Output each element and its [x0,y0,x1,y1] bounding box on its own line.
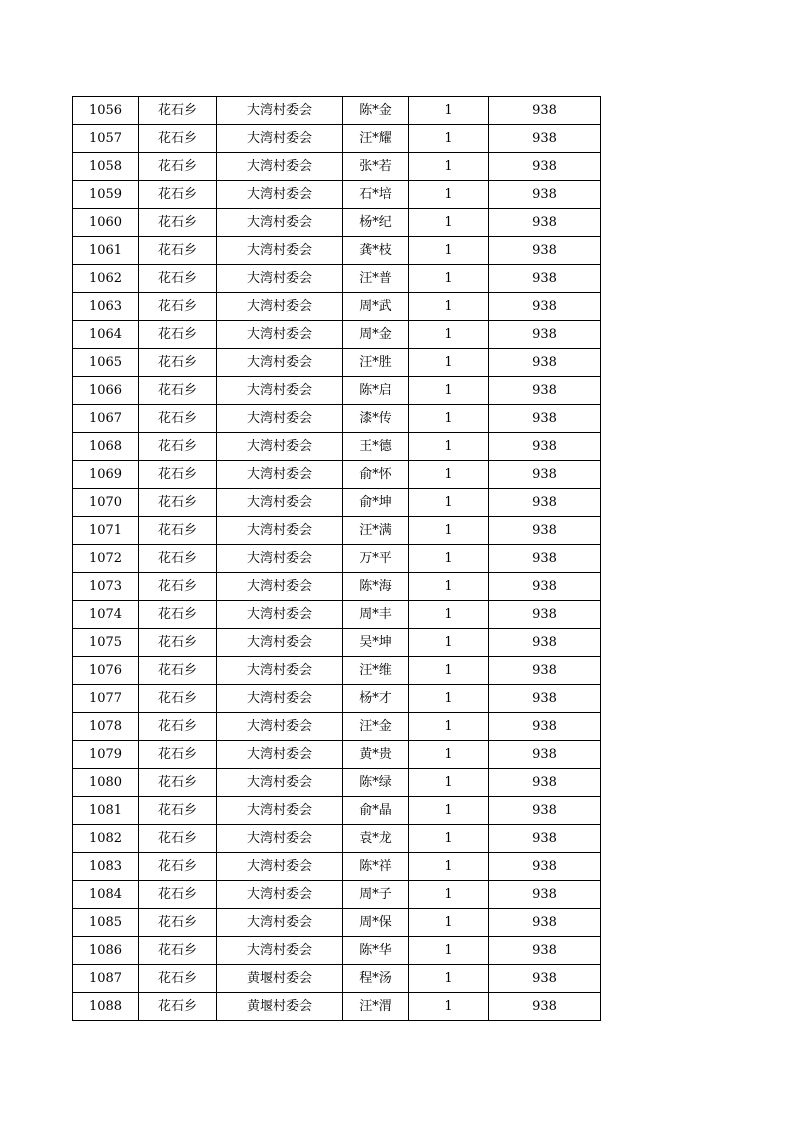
person-name-cell: 龚*枝 [343,237,409,265]
table-row [73,769,601,797]
table-row [73,293,601,321]
row-number-cell: 1071 [73,517,139,545]
count-cell: 1 [409,601,489,629]
village-committee-cell: 大湾村委会 [217,769,343,797]
table-row [73,209,601,237]
table-row [73,713,601,741]
amount-cell: 938 [489,797,601,825]
village-committee-cell: 大湾村委会 [217,517,343,545]
table-row [73,181,601,209]
table-row [73,881,601,909]
count-cell: 1 [409,825,489,853]
person-name-cell: 黄*贵 [343,741,409,769]
row-number-cell: 1070 [73,489,139,517]
person-name-cell: 漆*传 [343,405,409,433]
amount-cell: 938 [489,573,601,601]
table-row [73,937,601,965]
township-cell: 花石乡 [139,405,217,433]
person-name-cell: 汪*渭 [343,993,409,1021]
table-row [73,993,601,1021]
count-cell: 1 [409,125,489,153]
township-cell: 花石乡 [139,685,217,713]
row-number-cell: 1080 [73,769,139,797]
village-committee-cell: 大湾村委会 [217,657,343,685]
township-cell: 花石乡 [139,993,217,1021]
row-number-cell: 1081 [73,797,139,825]
row-number-cell: 1087 [73,965,139,993]
person-name-cell: 汪*满 [343,517,409,545]
township-cell: 花石乡 [139,937,217,965]
table-row [73,545,601,573]
village-committee-cell: 大湾村委会 [217,321,343,349]
township-cell: 花石乡 [139,181,217,209]
person-name-cell: 陈*金 [343,97,409,125]
village-committee-cell: 大湾村委会 [217,713,343,741]
village-committee-cell: 大湾村委会 [217,881,343,909]
village-committee-cell: 大湾村委会 [217,349,343,377]
person-name-cell: 杨*纪 [343,209,409,237]
table-row [73,97,601,125]
row-number-cell: 1063 [73,293,139,321]
amount-cell: 938 [489,741,601,769]
row-number-cell: 1083 [73,853,139,881]
table-body [73,97,601,1021]
village-committee-cell: 大湾村委会 [217,265,343,293]
person-name-cell: 汪*胜 [343,349,409,377]
count-cell: 1 [409,97,489,125]
row-number-cell: 1069 [73,461,139,489]
row-number-cell: 1057 [73,125,139,153]
amount-cell: 938 [489,909,601,937]
person-name-cell: 周*子 [343,881,409,909]
person-name-cell: 陈*华 [343,937,409,965]
person-name-cell: 俞*怀 [343,461,409,489]
township-cell: 花石乡 [139,209,217,237]
row-number-cell: 1067 [73,405,139,433]
count-cell: 1 [409,769,489,797]
table-row [73,405,601,433]
table-row [73,965,601,993]
amount-cell: 938 [489,825,601,853]
amount-cell: 938 [489,293,601,321]
village-committee-cell: 大湾村委会 [217,573,343,601]
person-name-cell: 汪*耀 [343,125,409,153]
township-cell: 花石乡 [139,601,217,629]
count-cell: 1 [409,489,489,517]
township-cell: 花石乡 [139,517,217,545]
township-cell: 花石乡 [139,125,217,153]
township-cell: 花石乡 [139,713,217,741]
table-row [73,377,601,405]
count-cell: 1 [409,993,489,1021]
township-cell: 花石乡 [139,97,217,125]
count-cell: 1 [409,433,489,461]
table-row [73,517,601,545]
township-cell: 花石乡 [139,741,217,769]
township-cell: 花石乡 [139,153,217,181]
village-committee-cell: 黄堰村委会 [217,993,343,1021]
village-committee-cell: 大湾村委会 [217,97,343,125]
count-cell: 1 [409,965,489,993]
village-committee-cell: 大湾村委会 [217,433,343,461]
count-cell: 1 [409,181,489,209]
person-name-cell: 陈*绿 [343,769,409,797]
person-name-cell: 周*丰 [343,601,409,629]
person-name-cell: 石*培 [343,181,409,209]
township-cell: 花石乡 [139,965,217,993]
township-cell: 花石乡 [139,377,217,405]
person-name-cell: 俞*坤 [343,489,409,517]
person-name-cell: 汪*维 [343,657,409,685]
count-cell: 1 [409,629,489,657]
row-number-cell: 1088 [73,993,139,1021]
count-cell: 1 [409,349,489,377]
person-name-cell: 周*金 [343,321,409,349]
count-cell: 1 [409,937,489,965]
township-cell: 花石乡 [139,265,217,293]
village-committee-cell: 大湾村委会 [217,377,343,405]
row-number-cell: 1061 [73,237,139,265]
amount-cell: 938 [489,657,601,685]
village-committee-cell: 大湾村委会 [217,293,343,321]
township-cell: 花石乡 [139,657,217,685]
amount-cell: 938 [489,265,601,293]
count-cell: 1 [409,321,489,349]
row-number-cell: 1062 [73,265,139,293]
table-row [73,657,601,685]
village-committee-cell: 大湾村委会 [217,125,343,153]
table-row [73,685,601,713]
count-cell: 1 [409,545,489,573]
row-number-cell: 1074 [73,601,139,629]
village-committee-cell: 大湾村委会 [217,937,343,965]
row-number-cell: 1082 [73,825,139,853]
row-number-cell: 1086 [73,937,139,965]
person-name-cell: 袁*龙 [343,825,409,853]
amount-cell: 938 [489,377,601,405]
amount-cell: 938 [489,965,601,993]
township-cell: 花石乡 [139,573,217,601]
row-number-cell: 1078 [73,713,139,741]
amount-cell: 938 [489,993,601,1021]
count-cell: 1 [409,685,489,713]
table-row [73,349,601,377]
table-row [73,237,601,265]
township-cell: 花石乡 [139,825,217,853]
person-name-cell: 程*汤 [343,965,409,993]
person-name-cell: 陈*海 [343,573,409,601]
person-name-cell: 汪*普 [343,265,409,293]
village-committee-cell: 大湾村委会 [217,853,343,881]
person-name-cell: 王*德 [343,433,409,461]
count-cell: 1 [409,713,489,741]
village-committee-cell: 大湾村委会 [217,489,343,517]
amount-cell: 938 [489,517,601,545]
person-name-cell: 杨*才 [343,685,409,713]
table-row [73,573,601,601]
township-cell: 花石乡 [139,909,217,937]
person-name-cell: 汪*金 [343,713,409,741]
township-cell: 花石乡 [139,237,217,265]
amount-cell: 938 [489,769,601,797]
township-cell: 花石乡 [139,489,217,517]
village-committee-cell: 大湾村委会 [217,237,343,265]
count-cell: 1 [409,265,489,293]
person-name-cell: 俞*晶 [343,797,409,825]
amount-cell: 938 [489,349,601,377]
count-cell: 1 [409,237,489,265]
village-committee-cell: 大湾村委会 [217,181,343,209]
township-cell: 花石乡 [139,293,217,321]
row-number-cell: 1058 [73,153,139,181]
table-row [73,265,601,293]
person-name-cell: 陈*祥 [343,853,409,881]
row-number-cell: 1059 [73,181,139,209]
village-committee-cell: 大湾村委会 [217,209,343,237]
data-table [72,96,601,1021]
amount-cell: 938 [489,629,601,657]
row-number-cell: 1056 [73,97,139,125]
amount-cell: 938 [489,433,601,461]
amount-cell: 938 [489,125,601,153]
count-cell: 1 [409,209,489,237]
person-name-cell: 陈*启 [343,377,409,405]
village-committee-cell: 大湾村委会 [217,153,343,181]
amount-cell: 938 [489,545,601,573]
count-cell: 1 [409,293,489,321]
township-cell: 花石乡 [139,853,217,881]
amount-cell: 938 [489,237,601,265]
village-committee-cell: 大湾村委会 [217,741,343,769]
amount-cell: 938 [489,881,601,909]
table-row [73,741,601,769]
village-committee-cell: 黄堰村委会 [217,965,343,993]
village-committee-cell: 大湾村委会 [217,909,343,937]
count-cell: 1 [409,909,489,937]
row-number-cell: 1085 [73,909,139,937]
count-cell: 1 [409,797,489,825]
count-cell: 1 [409,377,489,405]
person-name-cell: 周*武 [343,293,409,321]
table-row [73,909,601,937]
township-cell: 花石乡 [139,629,217,657]
township-cell: 花石乡 [139,545,217,573]
row-number-cell: 1064 [73,321,139,349]
amount-cell: 938 [489,153,601,181]
count-cell: 1 [409,853,489,881]
row-number-cell: 1060 [73,209,139,237]
person-name-cell: 万*平 [343,545,409,573]
table-row [73,433,601,461]
row-number-cell: 1084 [73,881,139,909]
row-number-cell: 1068 [73,433,139,461]
person-name-cell: 张*若 [343,153,409,181]
village-committee-cell: 大湾村委会 [217,825,343,853]
row-number-cell: 1066 [73,377,139,405]
village-committee-cell: 大湾村委会 [217,797,343,825]
count-cell: 1 [409,517,489,545]
amount-cell: 938 [489,461,601,489]
table-row [73,853,601,881]
table-row [73,461,601,489]
township-cell: 花石乡 [139,797,217,825]
count-cell: 1 [409,405,489,433]
township-cell: 花石乡 [139,349,217,377]
amount-cell: 938 [489,489,601,517]
township-cell: 花石乡 [139,461,217,489]
amount-cell: 938 [489,685,601,713]
row-number-cell: 1077 [73,685,139,713]
village-committee-cell: 大湾村委会 [217,545,343,573]
township-cell: 花石乡 [139,433,217,461]
table-row [73,601,601,629]
person-name-cell: 周*保 [343,909,409,937]
row-number-cell: 1065 [73,349,139,377]
amount-cell: 938 [489,181,601,209]
count-cell: 1 [409,657,489,685]
village-committee-cell: 大湾村委会 [217,685,343,713]
table-row [73,125,601,153]
row-number-cell: 1079 [73,741,139,769]
amount-cell: 938 [489,321,601,349]
table-row [73,489,601,517]
amount-cell: 938 [489,97,601,125]
count-cell: 1 [409,153,489,181]
row-number-cell: 1073 [73,573,139,601]
amount-cell: 938 [489,405,601,433]
row-number-cell: 1076 [73,657,139,685]
amount-cell: 938 [489,209,601,237]
village-committee-cell: 大湾村委会 [217,461,343,489]
count-cell: 1 [409,741,489,769]
village-committee-cell: 大湾村委会 [217,601,343,629]
row-number-cell: 1075 [73,629,139,657]
count-cell: 1 [409,573,489,601]
village-committee-cell: 大湾村委会 [217,629,343,657]
table-row [73,797,601,825]
table-row [73,321,601,349]
count-cell: 1 [409,881,489,909]
table-row [73,825,601,853]
amount-cell: 938 [489,601,601,629]
village-committee-cell: 大湾村委会 [217,405,343,433]
person-name-cell: 吴*坤 [343,629,409,657]
township-cell: 花石乡 [139,881,217,909]
amount-cell: 938 [489,937,601,965]
amount-cell: 938 [489,853,601,881]
count-cell: 1 [409,461,489,489]
amount-cell: 938 [489,713,601,741]
table-row [73,629,601,657]
township-cell: 花石乡 [139,321,217,349]
row-number-cell: 1072 [73,545,139,573]
table-row [73,153,601,181]
township-cell: 花石乡 [139,769,217,797]
